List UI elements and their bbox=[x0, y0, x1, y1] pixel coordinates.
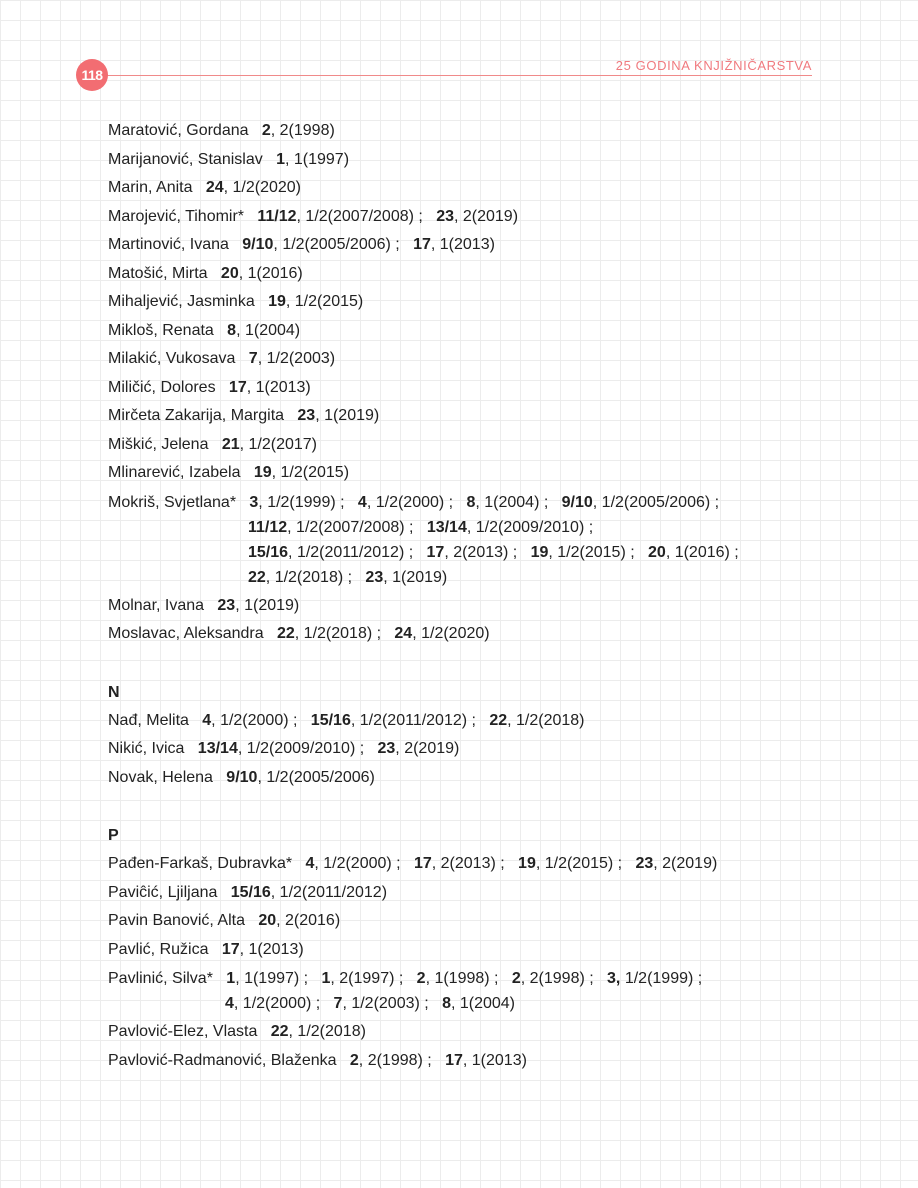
references-continuation bbox=[108, 991, 888, 1016]
author-name: Miličić, Dolores bbox=[108, 378, 216, 396]
reference bbox=[277, 625, 381, 642]
volume-number: 22 bbox=[270, 1023, 289, 1040]
index-entry bbox=[108, 146, 888, 175]
issue-year: , 1/2(2018) ; bbox=[294, 625, 382, 642]
index-entry bbox=[108, 459, 888, 488]
reference bbox=[297, 407, 379, 424]
reference bbox=[427, 519, 593, 536]
volume-number: 1 bbox=[321, 970, 331, 987]
reference bbox=[489, 712, 584, 729]
volume-number: 19 bbox=[530, 543, 549, 561]
volume-number: 8 bbox=[227, 321, 237, 339]
volume-number: 7 bbox=[333, 995, 343, 1012]
issue-year: , 1/2(2020) bbox=[412, 625, 490, 642]
author-name: Mikloš, Renata bbox=[108, 321, 214, 339]
volume-number: 11/12 bbox=[257, 207, 297, 225]
issue-year: , 1(2013) bbox=[462, 1051, 527, 1069]
references bbox=[271, 1023, 366, 1040]
issue-year: , 1/2(2011/2012) bbox=[270, 883, 388, 901]
issue-year: , 2(1998) ; bbox=[358, 1051, 432, 1069]
volume-number: 17 bbox=[445, 1051, 463, 1069]
reference bbox=[242, 236, 399, 253]
issue-year: , 1(2019) bbox=[315, 407, 380, 424]
author-name: Pavlić, Ružica bbox=[108, 940, 209, 958]
index-entry bbox=[108, 879, 888, 908]
volume-number: 20 bbox=[258, 912, 277, 929]
issue-year: , 1/2(2005/2006) ; bbox=[592, 493, 720, 511]
reference bbox=[217, 597, 299, 614]
volume-number: 19 bbox=[253, 464, 272, 481]
reference bbox=[442, 995, 515, 1012]
index-entry bbox=[108, 317, 888, 346]
index-entry bbox=[108, 764, 888, 793]
issue-year: , 1(2004) ; bbox=[475, 493, 549, 511]
author-name: Nikić, Ivica bbox=[108, 740, 185, 757]
volume-number: 3 bbox=[249, 493, 259, 511]
author-name: Marojević, Tihomir* bbox=[108, 207, 245, 225]
reference bbox=[365, 569, 447, 586]
volume-number: 23 bbox=[635, 855, 654, 872]
issue-year: , 1(1997) bbox=[284, 150, 350, 168]
issue-year: , 1/2(2009/2010) ; bbox=[237, 740, 365, 757]
reference bbox=[358, 494, 453, 511]
reference bbox=[413, 236, 495, 253]
reference bbox=[427, 544, 518, 561]
issue-year: , 1(1998) ; bbox=[425, 970, 499, 987]
reference bbox=[221, 265, 303, 282]
volume-number: 19 bbox=[268, 293, 286, 310]
volume-number: 8 bbox=[442, 995, 451, 1012]
index-entry bbox=[108, 850, 888, 879]
author-name: Marin, Anita bbox=[108, 179, 193, 196]
index-entry bbox=[108, 488, 888, 592]
issue-year: , 1/2(2011/2012) ; bbox=[350, 711, 476, 729]
references bbox=[231, 884, 387, 901]
reference bbox=[311, 712, 476, 729]
index-entry bbox=[108, 907, 888, 936]
reference bbox=[305, 855, 400, 872]
author-name: Nađ, Melita bbox=[108, 711, 189, 729]
reference bbox=[226, 769, 375, 786]
index-entry bbox=[108, 117, 888, 146]
references bbox=[227, 322, 300, 339]
references-continuation bbox=[108, 540, 888, 565]
index-entry bbox=[108, 707, 888, 736]
volume-number: 23 bbox=[217, 596, 236, 614]
reference bbox=[257, 208, 422, 225]
index-entry bbox=[108, 203, 888, 232]
issue-year: , 2(2013) ; bbox=[431, 855, 505, 872]
references bbox=[254, 464, 349, 481]
references bbox=[226, 970, 702, 987]
references bbox=[217, 597, 299, 614]
reference bbox=[276, 151, 349, 168]
reference bbox=[248, 544, 413, 561]
issue-year: , 1(2013) bbox=[430, 236, 495, 253]
reference bbox=[394, 625, 489, 642]
issue-year: , 1/2(2007/2008) ; bbox=[296, 207, 423, 225]
author-name: Pavlinić, Silva* bbox=[108, 970, 213, 987]
reference bbox=[202, 712, 297, 729]
issue-year: , 1/2(2018) bbox=[507, 711, 585, 729]
reference bbox=[249, 494, 344, 511]
author-name: Miškić, Jelena bbox=[108, 435, 209, 453]
reference bbox=[231, 884, 387, 901]
volume-number: 15/16 bbox=[230, 883, 271, 901]
references bbox=[350, 1052, 527, 1069]
header-rule bbox=[96, 75, 812, 76]
issue-year: , 1(2016) bbox=[238, 264, 303, 282]
references bbox=[277, 625, 490, 642]
index-entry bbox=[108, 231, 888, 260]
reference bbox=[227, 322, 300, 339]
reference bbox=[378, 740, 460, 757]
issue-year: , 1/2(2007/2008) ; bbox=[287, 518, 414, 536]
reference bbox=[518, 855, 622, 872]
author-name: Paviĉić, Ljiljana bbox=[108, 883, 218, 901]
reference bbox=[248, 569, 352, 586]
volume-number: 9/10 bbox=[242, 236, 274, 253]
issue-year: , 1/2(2000) ; bbox=[366, 493, 454, 511]
issue-year: , 2(1998) bbox=[270, 122, 335, 139]
issue-year: , 1/2(2011/2012) ; bbox=[288, 543, 414, 561]
reference bbox=[225, 995, 320, 1012]
reference bbox=[222, 941, 304, 958]
references bbox=[258, 912, 340, 929]
issue-year: , 1/2(2018) ; bbox=[265, 568, 353, 586]
reference bbox=[222, 436, 317, 453]
volume-number: 20 bbox=[648, 543, 666, 561]
references-continuation bbox=[108, 565, 888, 590]
author-name: Pađen-Farkaš, Dubravka* bbox=[108, 855, 293, 872]
issue-year: , 1/2(2015) bbox=[285, 293, 364, 310]
reference bbox=[445, 1052, 527, 1069]
issue-year: , 1/2(2015) bbox=[271, 464, 350, 481]
reference bbox=[417, 970, 499, 987]
author-name: Mirčeta Zakarija, Margita bbox=[108, 407, 285, 424]
volume-number: 23 bbox=[297, 407, 316, 424]
references bbox=[276, 151, 349, 168]
references bbox=[297, 407, 379, 424]
volume-number: 17 bbox=[228, 378, 247, 396]
issue-year: , 1(1997) ; bbox=[235, 970, 309, 987]
references bbox=[198, 740, 460, 757]
volume-number: 21 bbox=[221, 435, 240, 453]
author-name: Matošić, Mirta bbox=[108, 264, 208, 282]
issue-year: , 1(2004) bbox=[236, 321, 301, 339]
reference bbox=[334, 995, 429, 1012]
reference bbox=[249, 350, 335, 367]
author-name: Pavlović-Elez, Vlasta bbox=[108, 1023, 258, 1040]
index-entry bbox=[108, 1018, 888, 1047]
reference bbox=[648, 544, 739, 561]
volume-number: 1 bbox=[226, 970, 236, 987]
volume-number: 2 bbox=[416, 970, 426, 987]
author-name: Maratović, Gordana bbox=[108, 122, 249, 139]
author-name: Molnar, Ivana bbox=[108, 596, 205, 614]
issue-year: , 1/2(2003) ; bbox=[342, 995, 429, 1012]
reference bbox=[607, 970, 702, 987]
volume-number: 15/16 bbox=[310, 711, 351, 729]
references bbox=[229, 379, 311, 396]
volume-number: 22 bbox=[276, 625, 295, 642]
issue-year: , 1/2(2009/2010) ; bbox=[466, 518, 594, 536]
issue-year: , 1/2(2005/2006) bbox=[257, 768, 375, 786]
section-letter: P bbox=[108, 827, 119, 844]
volume-number: 2 bbox=[511, 970, 521, 987]
index-entry bbox=[108, 735, 888, 764]
volume-number: 9/10 bbox=[226, 768, 258, 786]
index-entry bbox=[108, 345, 888, 374]
reference bbox=[229, 379, 311, 396]
volume-number: 24 bbox=[394, 625, 413, 642]
issue-year: , 1/2(2017) bbox=[239, 435, 318, 453]
reference bbox=[248, 519, 413, 536]
reference bbox=[562, 494, 719, 511]
author-name: Mihaljević, Jasminka bbox=[108, 293, 255, 310]
issue-year: , 1/2(1999) ; bbox=[258, 493, 345, 511]
volume-number: 17 bbox=[221, 940, 240, 958]
issue-year: , 1(2013) bbox=[239, 940, 304, 958]
issue-year: , 1(2013) bbox=[246, 378, 311, 396]
volume-number: 2 bbox=[349, 1051, 359, 1069]
issue-year: , 1/2(2000) ; bbox=[314, 855, 401, 872]
volume-number: 3, bbox=[607, 970, 621, 987]
issue-year: , 1/2(2015) ; bbox=[535, 855, 623, 872]
page-number-badge bbox=[76, 59, 108, 91]
issue-year: , 1/2(2005/2006) ; bbox=[273, 236, 400, 253]
issue-year: , 1(2019) bbox=[235, 596, 300, 614]
section-letter: N bbox=[108, 683, 120, 701]
index-entry bbox=[108, 936, 888, 965]
reference bbox=[198, 740, 364, 757]
references-continuation bbox=[108, 515, 888, 540]
volume-number: 4 bbox=[305, 855, 315, 872]
running-title: 25 GODINA KNJIŽNIČARSTVA bbox=[615, 58, 812, 73]
page-number: 118 bbox=[81, 67, 103, 83]
reference bbox=[206, 179, 301, 196]
issue-year: , 1/2(2000) ; bbox=[233, 995, 321, 1012]
reference bbox=[268, 293, 363, 310]
index-entry bbox=[108, 620, 888, 649]
volume-number: 22 bbox=[248, 568, 266, 586]
issue-year: , 1/2(2015) ; bbox=[548, 543, 635, 561]
references bbox=[268, 293, 363, 310]
issue-year: , 2(2019) bbox=[653, 855, 718, 872]
index-entry bbox=[108, 288, 888, 317]
issue-year: , 1(2004) bbox=[450, 995, 516, 1012]
reference bbox=[262, 122, 335, 139]
index-entry bbox=[108, 964, 888, 1018]
author-index bbox=[108, 117, 888, 1075]
volume-number: 1 bbox=[276, 150, 285, 168]
volume-number: 23 bbox=[377, 740, 396, 757]
references bbox=[249, 350, 335, 367]
author-name: Pavlović-Radmanović, Blaženka bbox=[108, 1051, 337, 1069]
references bbox=[222, 941, 304, 958]
volume-number: 17 bbox=[426, 543, 445, 561]
references bbox=[242, 236, 495, 253]
issue-year: , 1/2(2020) bbox=[223, 179, 302, 196]
index-entry bbox=[108, 1047, 888, 1076]
volume-number: 4 bbox=[225, 995, 234, 1012]
volume-number: 23 bbox=[365, 568, 384, 586]
author-name: Mlinarević, Izabela bbox=[108, 464, 241, 481]
reference bbox=[321, 970, 403, 987]
issue-year: , 1/2(2003) bbox=[257, 350, 336, 367]
reference bbox=[512, 970, 594, 987]
issue-year: 1/2(1999) ; bbox=[620, 970, 703, 987]
references bbox=[257, 208, 518, 225]
reference bbox=[466, 494, 548, 511]
volume-number: 23 bbox=[436, 207, 454, 225]
volume-number: 2 bbox=[261, 122, 271, 139]
references bbox=[262, 122, 335, 139]
author-name: Marijanović, Stanislav bbox=[108, 150, 263, 168]
reference bbox=[258, 912, 340, 929]
index-entry bbox=[108, 174, 888, 203]
references bbox=[249, 494, 719, 511]
references bbox=[226, 769, 375, 786]
author-name: Novak, Helena bbox=[108, 768, 213, 786]
references bbox=[222, 436, 317, 453]
reference bbox=[635, 855, 717, 872]
issue-year: , 2(1998) ; bbox=[520, 970, 594, 987]
volume-number: 15/16 bbox=[248, 543, 289, 561]
index-entry bbox=[108, 402, 888, 431]
volume-number: 19 bbox=[518, 855, 536, 872]
issue-year: , 1/2(2000) ; bbox=[211, 711, 298, 729]
author-name: Mokriš, Svjetlana* bbox=[108, 493, 237, 511]
volume-number: 22 bbox=[489, 711, 508, 729]
volume-number: 13/14 bbox=[197, 740, 238, 757]
volume-number: 17 bbox=[413, 855, 432, 872]
volume-number: 4 bbox=[202, 711, 212, 729]
issue-year: , 2(2019) bbox=[395, 740, 460, 757]
index-entry bbox=[108, 374, 888, 403]
author-name: Moslavac, Aleksandra bbox=[108, 625, 264, 642]
volume-number: 8 bbox=[466, 493, 476, 511]
references bbox=[206, 179, 301, 196]
issue-year: , 1(2016) ; bbox=[665, 543, 739, 561]
author-name: Pavin Banović, Alta bbox=[108, 912, 245, 929]
author-name: Martinović, Ivana bbox=[108, 236, 229, 253]
references bbox=[305, 855, 717, 872]
index-entry bbox=[108, 431, 888, 460]
references bbox=[202, 712, 584, 729]
index-entry bbox=[108, 592, 888, 621]
volume-number: 13/14 bbox=[426, 518, 467, 536]
volume-number: 17 bbox=[413, 236, 431, 253]
issue-year: , 1(2019) bbox=[383, 568, 448, 586]
reference bbox=[226, 970, 308, 987]
volume-number: 20 bbox=[220, 264, 239, 282]
reference bbox=[414, 855, 505, 872]
issue-year: , 1/2(2018) bbox=[288, 1023, 366, 1040]
reference bbox=[350, 1052, 432, 1069]
references bbox=[221, 265, 303, 282]
reference bbox=[531, 544, 635, 561]
volume-number: 24 bbox=[205, 179, 224, 196]
reference bbox=[254, 464, 349, 481]
issue-year: , 2(2019) bbox=[453, 207, 519, 225]
issue-year: , 2(2013) ; bbox=[444, 543, 518, 561]
reference bbox=[436, 208, 518, 225]
issue-year: , 2(1997) ; bbox=[330, 970, 404, 987]
volume-number: 4 bbox=[357, 493, 367, 511]
index-entry bbox=[108, 260, 888, 289]
volume-number: 7 bbox=[248, 350, 258, 367]
volume-number: 9/10 bbox=[561, 493, 593, 511]
issue-year: , 2(2016) bbox=[276, 912, 341, 929]
volume-number: 11/12 bbox=[248, 518, 288, 536]
reference bbox=[271, 1023, 366, 1040]
author-name: Milakić, Vukosava bbox=[108, 350, 236, 367]
